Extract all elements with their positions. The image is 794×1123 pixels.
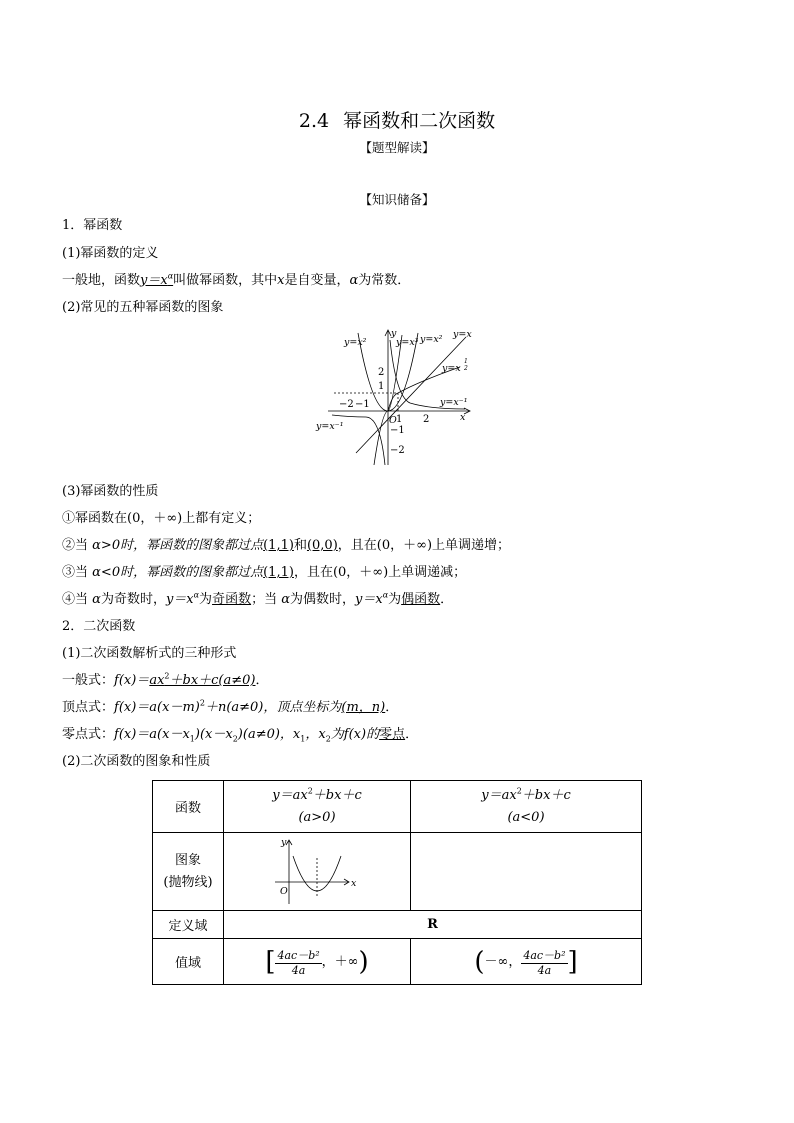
range-a-positive: [ $\frac{\text{4ac－b²}}{4a}$ ，＋∞) xyxy=(224,939,411,985)
parabola-up-graph xyxy=(267,836,367,908)
power-prop-4: ④当 α为奇数时，$y=x^\alpha$为奇函数；当 α为偶数时，$y=x^\alpha$为偶函数． xyxy=(62,590,454,607)
section2-heading: 2．二次函数 xyxy=(62,619,136,634)
tick-y-neg2: −2 xyxy=(390,445,405,456)
tick-x-neg1: −1 xyxy=(355,399,370,410)
label-y-x3: y=x³ xyxy=(396,337,419,348)
power-graph-heading: (2)常见的五种幂函数的图象 xyxy=(62,300,224,315)
label-range: 值域 xyxy=(153,939,224,985)
label-graph: 图象 (抛物线) xyxy=(153,833,224,911)
axis-y-label-small: y xyxy=(281,836,287,848)
quad-general-form: 一般式：$f(x)=ax^2+bx+c(a\ne 0)$． xyxy=(62,671,269,688)
quad-zero-form: 零点式：$f(x)=a(x-x_1)(x-x_2)(a\ne 0)$，$x_1$，$x_2$为f(x)的零点． xyxy=(62,727,419,744)
tick-y-2: 2 xyxy=(378,367,385,378)
axis-y-label: y xyxy=(391,328,397,339)
power-props-heading: (3)幂函数的性质 xyxy=(62,484,159,499)
parabola-up-cell xyxy=(224,833,411,911)
section1-heading: 1．幂函数 xyxy=(62,218,123,233)
tick-x-neg2: −2 xyxy=(339,399,354,410)
tick-x-2: 2 xyxy=(423,414,430,425)
axis-x-label: x xyxy=(460,412,466,423)
label-y-x2-left: y=x² xyxy=(344,337,367,348)
origin-label: O xyxy=(389,415,397,426)
label-half-numerator: 1 xyxy=(464,358,468,365)
header-a-positive: $y=ax^2+bx+c$ (a>0) xyxy=(224,781,411,833)
label-y-xinv-left: y=x⁻¹ xyxy=(316,421,344,432)
axis-x-label-small: x xyxy=(351,877,357,889)
domain-value: R xyxy=(224,911,642,939)
page-title: 2.4 幂函数和二次函数 xyxy=(298,110,496,132)
parabola-down-cell xyxy=(411,833,642,911)
power-prop-3: ③当 α<0时，幂函数的图象都过点(1,1)，且在(0，＋∞)上单调递减； xyxy=(62,565,467,580)
power-prop-1: ①幂函数在(0，＋∞)上都有定义； xyxy=(62,511,261,526)
label-y-xhalf: y=x xyxy=(442,363,461,374)
label-domain: 定义域 xyxy=(153,911,224,939)
table-row xyxy=(153,781,642,833)
tick-y-1: 1 xyxy=(378,381,385,392)
quad-vertex-form: 顶点式：$f(x)=a(x-m)^2+n(a\ne 0)$，顶点坐标为(m，n)． xyxy=(62,698,399,715)
subtitle-question-types: 【题型解读】 xyxy=(359,140,435,155)
table-row xyxy=(153,911,642,939)
subtitle-knowledge: 【知识储备】 xyxy=(359,192,435,207)
label-y-x2-right: y=x² xyxy=(420,334,443,345)
table-row xyxy=(153,939,642,985)
quad-forms-heading: (1)二次函数解析式的三种形式 xyxy=(62,646,237,661)
tick-x-1: 1 xyxy=(396,414,403,425)
label-y-x: y=x xyxy=(453,329,472,340)
tick-y-neg1: −1 xyxy=(390,425,405,436)
label-y-xinv-right: y=x⁻¹ xyxy=(440,397,468,408)
quad-graph-props-heading: (2)二次函数的图象和性质 xyxy=(62,754,211,769)
header-a-negative: $y=ax^2+bx+c$ (a<0) xyxy=(411,781,642,833)
origin-label-small: O xyxy=(280,885,288,897)
power-function-graph xyxy=(310,325,480,470)
quadratic-properties-table xyxy=(152,780,642,985)
header-function: 函数 xyxy=(153,781,224,833)
power-def-text: 一般地，函数$y=x^\alpha$叫做幂函数，其中x是自变量，α为常数． xyxy=(62,271,411,288)
power-prop-2: ②当 α>0时，幂函数的图象都过点(1,1)和(0,0)，且在(0，＋∞)上单调递增； xyxy=(62,538,511,553)
label-half-denominator: 2 xyxy=(464,365,468,372)
power-def-heading: (1)幂函数的定义 xyxy=(62,246,159,261)
table-row xyxy=(153,833,642,911)
range-a-negative: (－∞， $\frac{\text{4ac－b²}}{4a}$ ] xyxy=(411,939,642,985)
